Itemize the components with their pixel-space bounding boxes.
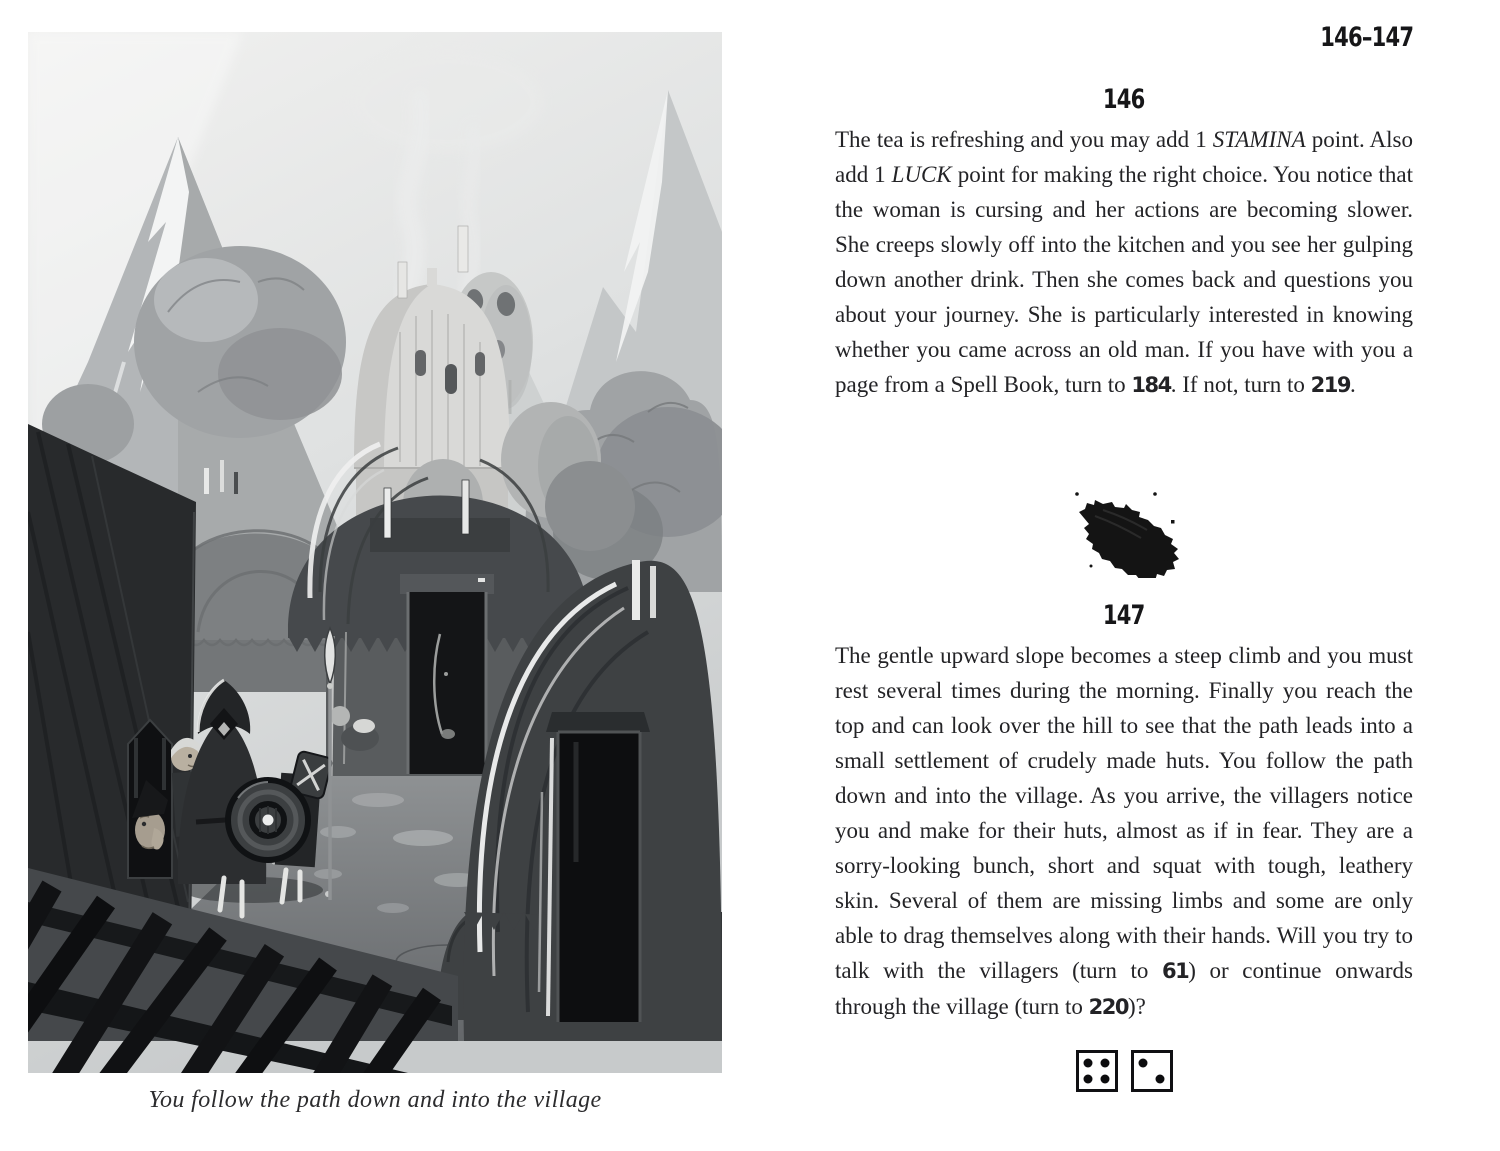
page-number-header-wrap: [1294, 22, 1413, 53]
text-segment-ref: 220: [1088, 995, 1128, 1019]
text-segment-normal: .: [1350, 372, 1356, 397]
die-icon: [1076, 1050, 1118, 1092]
ink-blot-icon: [1065, 482, 1183, 583]
section-146: [835, 84, 1413, 403]
text-segment-ref: 61: [1161, 959, 1189, 983]
die-pip: [1084, 1058, 1093, 1067]
text-segment-normal: )?: [1127, 994, 1146, 1019]
die-pip: [1084, 1075, 1093, 1084]
illustration-caption: You follow the path down and into the village: [148, 1087, 602, 1113]
page-number-header: 146–147: [1319, 22, 1413, 53]
text-segment-normal: ) or continue onwards through the village (turn to: [835, 958, 1413, 1019]
section-147: [835, 600, 1413, 1025]
section-number: 146: [1103, 84, 1145, 115]
dice-row: [835, 1050, 1413, 1092]
section-paragraph: [835, 638, 1413, 1025]
text-segment-normal: The gentle upward slope becomes a steep climb and you must rest several times during the morning. Finally you reach the top and can look over the hill to see that the path leads into a small settlement of crudely made huts. You follow the path down and into the village. As you arrive, the villagers notice you and make for their huts, almost as if in fear. They are a sorry-looking bunch, short and squat with tough, leathery skin. Several of them are missing limbs and some are only able to drag themselves along with their hands. Will you try to talk with the villagers (turn to: [835, 643, 1413, 983]
left-page: [28, 32, 722, 1114]
die-pip: [1100, 1075, 1109, 1084]
section-paragraph: [835, 122, 1413, 403]
text-segment-ref: 219: [1310, 373, 1350, 397]
village-illustration: [28, 32, 722, 1073]
die-icon: [1131, 1050, 1173, 1092]
die-pip: [1100, 1058, 1109, 1067]
section-heading: [835, 600, 1413, 631]
text-segment-normal: . If not, turn to: [1170, 372, 1311, 397]
text-segment-italic: LUCK: [891, 162, 952, 187]
section-number: 147: [1103, 600, 1145, 631]
text-segment-ref: 184: [1131, 373, 1171, 397]
die-pip: [1155, 1075, 1164, 1084]
text-segment-normal: point. Also add 1: [835, 127, 1413, 187]
right-page: [835, 0, 1413, 1151]
text-segment-italic: STAMINA: [1212, 127, 1306, 152]
section-heading: [835, 84, 1413, 115]
text-segment-normal: The tea is refreshing and you may add 1: [835, 127, 1213, 152]
text-segment-normal: point for making the right choice. You notice that the woman is cursing and her actions are becoming slower. She creeps slowly off into the kitchen and you see her gulping down another drink. Then she comes back and questions you about your journey. She is particularly interested in knowing whether you came across an old man. If you have with you a page from a Spell Book, turn to: [835, 162, 1413, 397]
die-pip: [1139, 1058, 1148, 1067]
